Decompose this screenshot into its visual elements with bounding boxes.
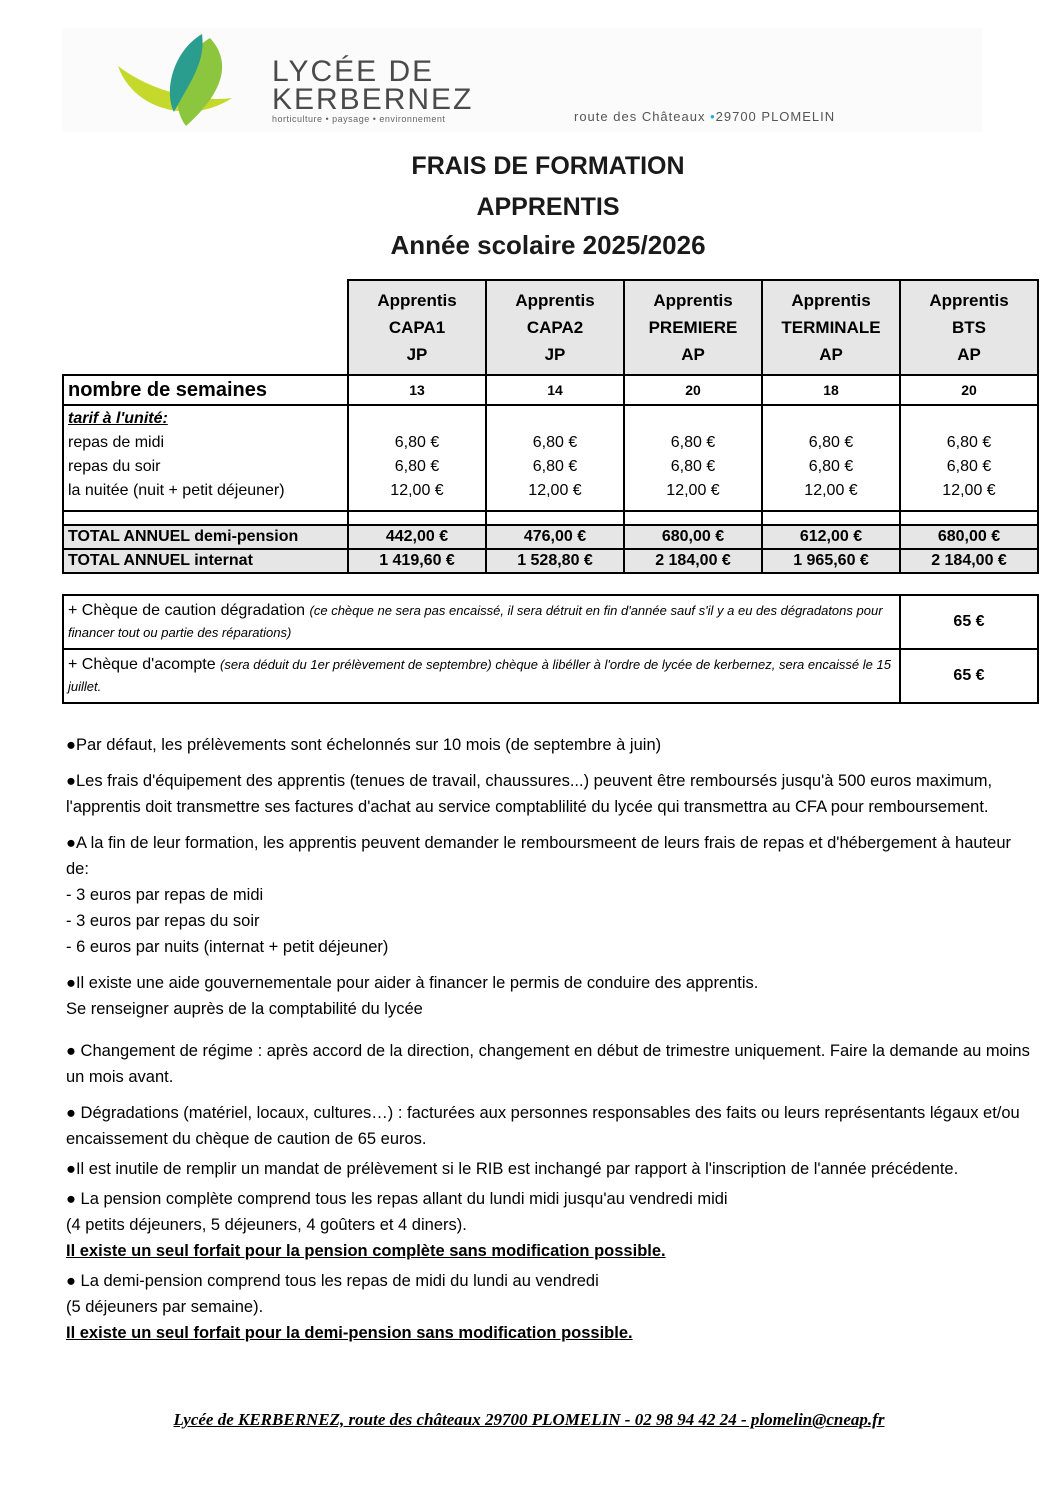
cheque-amount: 65 € [900, 649, 1038, 703]
weeks-value: 18 [762, 375, 900, 405]
cheque-label: + Chèque d'acompte [68, 656, 221, 673]
midi-price: 6,80 € [946, 434, 992, 451]
note-item: ●Il existe une aide gouvernementale pour aider à financer le permis de conduire des apprentis. Se renseigner auprès de la comptabilité du lycée [66, 974, 759, 1018]
soir-price: 6,80 € [670, 458, 716, 475]
school-logo-icon [114, 32, 264, 132]
note-item: ● La pension complète comprend tous les repas allant du lundi midi jusqu'au vendredi midi (4 petits déjeuners, 5 déjeuners, 4 goûters et 4 diners). Il existe un seul forfait pour la pension complète sans modification possible. [66, 1190, 728, 1260]
footer-contact: Lycée de KERBERNEZ, route des châteaux 29700 PLOMELIN - 02 98 94 42 24 - plomelin@cneap.fr [173, 1410, 885, 1429]
school-tagline: horticulture • paysage • environnement [272, 114, 446, 124]
weeks-label: nombre de semaines [63, 375, 348, 405]
midi-price: 6,80 € [394, 434, 440, 451]
notes-section [66, 732, 1036, 1350]
total-dp-value: 680,00 € [900, 525, 1038, 549]
column-header: Apprentis CAPA2 JP [486, 280, 624, 375]
school-address: route des Châteaux •29700 PLOMELIN [574, 109, 836, 124]
total-int-value: 2 184,00 € [900, 549, 1038, 573]
soir-price: 6,80 € [808, 458, 854, 475]
note-item: ●Par défaut, les prélèvements sont échelonnés sur 10 mois (de septembre à juin) [66, 736, 662, 754]
cheque-note: (sera déduit du 1er prélèvement de septembre) chèque à libéller à l'ordre de lycée de kerbernez, sera encaissé le 15 juillet. [68, 657, 891, 694]
nuit-price: 12,00 € [666, 482, 720, 499]
total-int-value: 1 965,60 € [762, 549, 900, 573]
column-header: Apprentis CAPA1 JP [348, 280, 486, 375]
weeks-value: 14 [486, 375, 624, 405]
weeks-row [63, 375, 1038, 405]
total-dp-value: 612,00 € [762, 525, 900, 549]
page-subtitle: APPRENTIS [476, 193, 620, 221]
column-header: Apprentis PREMIERE AP [624, 280, 762, 375]
page-title: FRAIS DE FORMATION [411, 152, 685, 180]
total-internat-row [63, 549, 1038, 573]
column-header: Apprentis BTS AP [900, 280, 1038, 375]
total-dp-value: 442,00 € [348, 525, 486, 549]
note-item: ● Changement de régime : après accord de la direction, changement en début de trimestre uniquement. Faire la demande au moins un mois avant. [66, 1042, 1030, 1086]
letterhead [62, 28, 982, 132]
cheque-label: + Chèque de caution dégradation [68, 602, 310, 619]
nuit-price: 12,00 € [528, 482, 582, 499]
cheques-table [62, 594, 1039, 704]
note-item: ● Dégradations (matériel, locaux, cultures…) : facturées aux personnes responsables des faits ou leurs représentants légaux et/ou encaissement du chèque de caution de 65 euros. [66, 1104, 1020, 1148]
soir-label: repas du soir [68, 458, 161, 475]
total-demi-pension-row [63, 525, 1038, 549]
nuit-price: 12,00 € [804, 482, 858, 499]
total-int-value: 1 528,80 € [486, 549, 624, 573]
total-dp-label: TOTAL ANNUEL demi-pension [63, 525, 348, 549]
cheque-caution-row [63, 595, 1038, 649]
midi-price: 6,80 € [532, 434, 578, 451]
note-item: ● La demi-pension comprend tous les repas de midi du lundi au vendredi (5 déjeuners par semaine). Il existe un seul forfait pour la demi-pension sans modification possible. [66, 1272, 633, 1342]
school-year: Année scolaire 2025/2026 [390, 230, 706, 260]
total-dp-value: 476,00 € [486, 525, 624, 549]
weeks-value: 20 [900, 375, 1038, 405]
fees-table [62, 279, 1039, 574]
total-int-label: TOTAL ANNUEL internat [63, 549, 348, 573]
tarif-heading: tarif à l'unité: [68, 410, 168, 427]
school-name: LYCÉE DE KERBERNEZ [272, 55, 474, 116]
total-int-value: 1 419,60 € [348, 549, 486, 573]
nuit-price: 12,00 € [390, 482, 444, 499]
cheque-note: (ce chèque ne sera pas encaissé, il sera détruit en fin d'année sauf s'il y a eu des dégradatons pour financer tout ou partie des réparations) [68, 603, 883, 640]
note-item: ●A la fin de leur formation, les apprentis peuvent demander le remboursmeent de leurs frais de repas et d'hébergement à hauteur de: - 3 euros par repas de midi - 3 euros par repas du soir - 6 euros par nuits (internat + petit déjeuner) [66, 834, 1011, 956]
note-item: ●Les frais d'équipement des apprentis (tenues de travail, chaussures...) peuvent être remboursés jusqu'à 500 euros maximum, l'apprentis doit transmettre ses factures d'achat au service comptablilité du lycée qui transmettra au CFA pour remboursement. [66, 772, 993, 816]
midi-label: repas de midi [68, 434, 165, 451]
nuit-label: la nuitée (nuit + petit déjeuner) [68, 482, 285, 499]
total-int-value: 2 184,00 € [624, 549, 762, 573]
weeks-value: 13 [348, 375, 486, 405]
soir-price: 6,80 € [394, 458, 440, 475]
column-header: Apprentis TERMINALE AP [762, 280, 900, 375]
tarif-row [63, 405, 1038, 511]
note-item: ●Il est inutile de remplir un mandat de prélèvement si le RIB est inchangé par rapport à l'inscription de l'année précédente. [66, 1160, 959, 1178]
cheque-amount: 65 € [900, 595, 1038, 649]
total-dp-value: 680,00 € [624, 525, 762, 549]
soir-price: 6,80 € [946, 458, 992, 475]
nuit-price: 12,00 € [942, 482, 996, 499]
soir-price: 6,80 € [532, 458, 578, 475]
midi-price: 6,80 € [808, 434, 854, 451]
cheque-acompte-row [63, 649, 1038, 703]
weeks-value: 20 [624, 375, 762, 405]
midi-price: 6,80 € [670, 434, 716, 451]
header-row [63, 280, 1038, 375]
